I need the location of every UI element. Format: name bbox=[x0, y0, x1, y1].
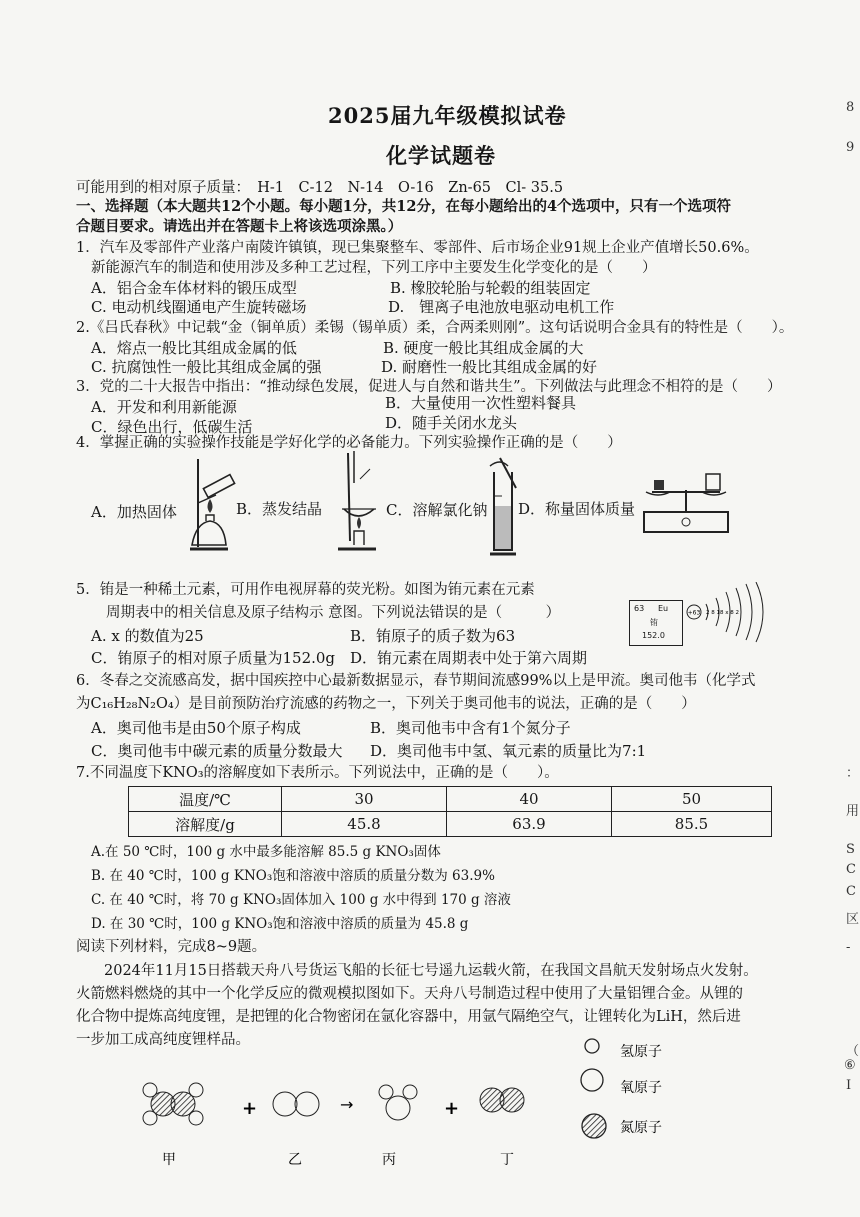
margin-mark: C bbox=[846, 862, 856, 877]
reading-paragraph-line: 2024年11月15日搭载天舟八号货运飞船的长征七号遥九运载火箭，在我国文昌航天发射场点火发射。 bbox=[104, 963, 758, 979]
q4-option-d: D．称量固体质量 bbox=[518, 500, 636, 518]
q7-option-b: B. 在 40 ℃时，100 g KNO₃饱和溶液中溶质的质量分数为 63.9% bbox=[91, 868, 495, 884]
q2-option-d: D. 耐磨性一般比其组成金属的好 bbox=[381, 358, 598, 376]
molecule-jia bbox=[143, 1083, 203, 1125]
tile-name: 铕 bbox=[650, 618, 658, 627]
element-tile bbox=[629, 600, 683, 646]
q7-option-a: A.在 50 ℃时，100 g 水中最多能溶解 85.5 g KNO₃固体 bbox=[91, 844, 441, 860]
margin-mark: I bbox=[846, 1078, 852, 1093]
section-heading-cont: 合题目要求。请选出并在答题卡上将该选项涂黑。） bbox=[76, 218, 403, 235]
table-cell: 温度/℃ bbox=[129, 787, 282, 812]
oseltamivir-formula: C₁₆H₂₈N₂O₄ bbox=[90, 696, 174, 712]
dissolving-apparatus bbox=[486, 456, 524, 558]
q3-option-a: A．开发和利用新能源 bbox=[91, 398, 237, 416]
q2-option-c: C. 抗腐蚀性一般比其组成金属的强 bbox=[91, 358, 322, 376]
q4-option-b: B．蒸发结晶 bbox=[236, 500, 323, 518]
table-cell: 溶解度/g bbox=[129, 812, 282, 837]
q6-stem: 6．冬春之交流感高发，据中国疾控中心最新数据显示，春节期间流感99%以上是甲流。奥司他韦（化学式 bbox=[76, 673, 756, 689]
q4-option-a: A．加热固体 bbox=[91, 503, 177, 521]
hydrogen-atom-legend bbox=[585, 1039, 599, 1053]
margin-mark: （ bbox=[846, 1044, 860, 1059]
q2-option-a: A．熔点一般比其组成金属的低 bbox=[91, 339, 297, 357]
label-ding: 丁 bbox=[500, 1152, 514, 1168]
tile-mass: 152.0 bbox=[642, 631, 665, 640]
nucleus-charge: +63 bbox=[687, 609, 701, 617]
table-cell: 63.9 bbox=[447, 812, 612, 837]
q7-stem: 7.不同温度下KNO₃的溶解度如下表所示。下列说法中，正确的是（ ）。 bbox=[76, 765, 559, 781]
q4-stem: 4．掌握正确的实验操作技能是学好化学的必备能力。下列实验操作正确的是（ ） bbox=[76, 435, 622, 451]
margin-mark: - bbox=[846, 940, 851, 955]
q1-option-d: D. 锂离子电池放电驱动电机工作 bbox=[388, 298, 615, 316]
q1-option-a: A．铝合金车体材料的锻压成型 bbox=[91, 279, 297, 297]
table-cell: 40 bbox=[447, 787, 612, 812]
q5-option-a: A. x 的数值为25 bbox=[91, 627, 204, 645]
q5-option-b: B．铕原子的质子数为63 bbox=[350, 627, 516, 645]
section-heading: 一、选择题（本大题共12个小题。每小题1分，共12分，在每小题给出的4个选项中，只有一个选项符 bbox=[76, 198, 732, 215]
reaction-arrow: → bbox=[340, 1095, 354, 1114]
label-bing: 丙 bbox=[382, 1152, 396, 1168]
exam-subtitle: 化学试题卷 bbox=[386, 143, 496, 168]
molecule-ding bbox=[480, 1088, 524, 1112]
q6-option-d: D．奥司他韦中氢、氧元素的质量比为7:1 bbox=[370, 742, 647, 760]
q3-option-c: C．绿色出行，低碳生活 bbox=[91, 418, 253, 436]
q7-option-c: C. 在 40 ℃时，将 70 g KNO₃固体加入 100 g 水中得到 170 g 溶液 bbox=[91, 892, 511, 908]
q6-stem-cont bbox=[76, 694, 696, 714]
label-jia: 甲 bbox=[162, 1152, 176, 1168]
margin-mark: ： bbox=[846, 766, 860, 781]
table-cell: 45.8 bbox=[282, 812, 447, 837]
shell-electrons: 2 8 18 x 8 2 bbox=[706, 610, 739, 616]
q1-stem-cont: 新能源汽车的制造和使用涉及多种工艺过程，下列工序中主要发生化学变化的是（ ） bbox=[91, 260, 657, 276]
q5-option-d: D．铕元素在周期表中处于第六周期 bbox=[350, 649, 588, 667]
q6-option-c: C．奥司他韦中碳元素的质量分数最大 bbox=[91, 742, 343, 760]
exam-title: 2025届九年级模拟试卷 bbox=[328, 103, 567, 128]
heating-solid-apparatus bbox=[180, 455, 238, 557]
table-row bbox=[129, 812, 772, 837]
legend-nitrogen: 氮原子 bbox=[620, 1120, 662, 1136]
margin-mark: ⑥ bbox=[844, 1058, 856, 1073]
q1-stem: 1．汽车及零部件产业落户南陵许镇镇，现已集聚整车、零部件、后市场企业91规上企业产值增长50.6%。 bbox=[76, 240, 759, 256]
evaporation-apparatus bbox=[330, 449, 382, 557]
q2-option-b: B. 硬度一般比其组成金属的大 bbox=[383, 339, 584, 357]
q6-option-a: A．奥司他韦是由50个原子构成 bbox=[91, 719, 301, 737]
margin-mark: 用 bbox=[846, 804, 860, 819]
margin-mark: 8 bbox=[846, 100, 855, 115]
q5-option-c: C．铕原子的相对原子质量为152.0g bbox=[91, 649, 336, 667]
plus-sign: + bbox=[444, 1098, 460, 1119]
balance-apparatus bbox=[638, 468, 734, 538]
q2-stem: 2.《吕氏春秋》中记载“金（铜单质）柔锡（锡单质）柔，合两柔则刚”。这句话说明合金具有的特性是（ ）。 bbox=[76, 320, 794, 336]
legend-oxygen: 氧原子 bbox=[620, 1080, 662, 1096]
label-yi: 乙 bbox=[288, 1152, 302, 1168]
margin-mark: C bbox=[846, 884, 856, 899]
q1-option-b: B. 橡胶轮胎与轮毂的组装固定 bbox=[390, 279, 591, 297]
table-row bbox=[129, 787, 772, 812]
atom-structure-diagram bbox=[684, 582, 780, 644]
tile-symbol: Eu bbox=[658, 604, 669, 613]
solubility-table bbox=[128, 786, 772, 837]
q6-prefix: 为 bbox=[76, 696, 91, 712]
reading-paragraph-line: 一步加工成高纯度锂样品。 bbox=[76, 1032, 250, 1048]
plus-sign: + bbox=[242, 1098, 258, 1119]
reading-paragraph-line: 化合物中提炼高纯度锂，是把锂的化合物密闭在氩化容器中，用氩气隔绝空气，让锂转化为LiH，然后进 bbox=[76, 1009, 741, 1025]
q6-option-b: B．奥司他韦中含有1个氮分子 bbox=[370, 719, 571, 737]
legend-hydrogen: 氢原子 bbox=[620, 1044, 662, 1060]
q4-option-c: C．溶解氯化钠 bbox=[386, 501, 488, 519]
margin-mark: S bbox=[846, 842, 855, 857]
table-cell: 30 bbox=[282, 787, 447, 812]
q5-stem: 5．铕是一种稀土元素，可用作电视屏幕的荧光粉。如图为铕元素在元素 bbox=[76, 582, 535, 598]
table-cell: 50 bbox=[612, 787, 772, 812]
q3-option-b: B．大量使用一次性塑料餐具 bbox=[385, 394, 577, 412]
reading-paragraph-line: 火箭燃料燃烧的其中一个化学反应的微观模拟图如下。天舟八号制造过程中使用了大量铝锂合金。从锂的 bbox=[76, 986, 743, 1002]
nitrogen-atom-legend bbox=[582, 1114, 606, 1138]
q6-suffix: ）是目前预防治疗流感的药物之一，下列关于奥司他韦的说法，正确的是（ ） bbox=[173, 696, 696, 712]
reaction-diagram bbox=[120, 1030, 840, 1180]
atomic-masses: 可能用到的相对原子质量： H-1 C-12 N-14 O-16 Zn-65 Cl- 35.5 bbox=[76, 180, 564, 196]
q3-option-d: D．随手关闭水龙头 bbox=[385, 414, 518, 432]
q5-stem-cont: 周期表中的相关信息及原子结构示 意图。下列说法错误的是（ ） bbox=[106, 605, 561, 621]
q3-stem: 3．党的二十大报告中指出：“推动绿色发展，促进人与自然和谐共生”。下列做法与此理念不相符的是（ ） bbox=[76, 379, 782, 395]
oxygen-atom-legend bbox=[581, 1069, 603, 1091]
q1-option-c: C. 电动机线圈通电产生旋转磁场 bbox=[91, 298, 307, 316]
reading-intro: 阅读下列材料，完成8~9题。 bbox=[76, 939, 267, 955]
molecule-yi bbox=[273, 1092, 319, 1116]
q7-option-d: D. 在 30 ℃时，100 g KNO₃饱和溶液中溶质的质量为 45.8 g bbox=[91, 916, 469, 932]
tile-atomic-number: 63 bbox=[634, 604, 645, 613]
margin-mark: 区 bbox=[846, 912, 860, 927]
margin-mark: 9 bbox=[846, 140, 855, 155]
molecule-bing bbox=[379, 1085, 417, 1120]
table-cell: 85.5 bbox=[612, 812, 772, 837]
